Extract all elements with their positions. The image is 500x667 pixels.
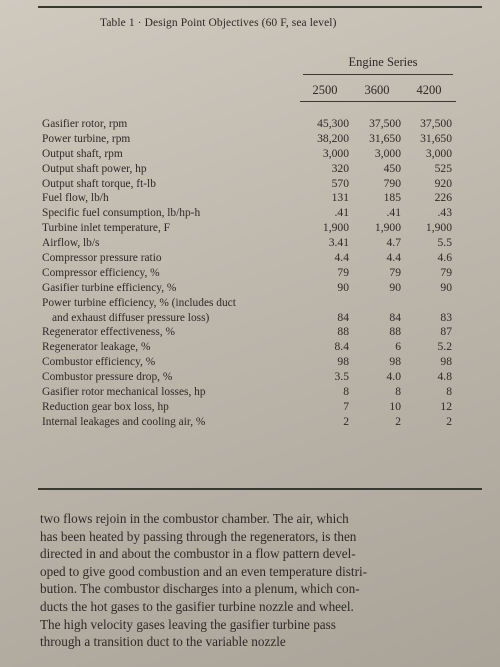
row-label: Power turbine, rpm — [42, 132, 131, 145]
column-header-2500: 2500 — [312, 83, 338, 97]
table-row — [0, 415, 500, 430]
row-value-4200: 1,900 — [425, 221, 452, 235]
row-label: Combustor efficiency, % — [42, 356, 156, 369]
series-underline — [303, 74, 453, 75]
row-value-3600: 450 — [383, 161, 401, 175]
row-value-3600: 88 — [389, 325, 401, 339]
row-value-2500: 7 — [343, 399, 349, 413]
paragraph-line: ducts the hot gases to the gasifier turbine nozzle and wheel. — [40, 598, 354, 614]
row-value-2500: 4.4 — [334, 251, 349, 265]
row-value-4200: 3,000 — [425, 146, 452, 160]
row-value-4200: 920 — [434, 176, 452, 190]
row-value-4200: 4.8 — [437, 370, 452, 384]
row-value-3600: 37,500 — [369, 117, 401, 130]
paragraph-line: has been heated by passing through the regenerators, is then — [40, 528, 357, 544]
bottom-rule — [38, 488, 482, 490]
row-value-4200: 4.6 — [437, 251, 452, 265]
table-row — [0, 162, 500, 177]
row-label: Regenerator effectiveness, % — [42, 326, 175, 339]
row-value-3600: 790 — [383, 176, 401, 190]
row-value-4200: 226 — [434, 191, 452, 205]
row-value-3600: 185 — [383, 191, 401, 205]
table-row — [0, 355, 500, 370]
row-value-3600: 8 — [395, 385, 401, 399]
row-value-2500: 2 — [343, 414, 349, 428]
row-value-2500: 1,900 — [322, 221, 349, 235]
paragraph-line: oped to give good combustion and an even temperature distri- — [40, 563, 368, 579]
row-value-3600: 98 — [389, 355, 401, 369]
row-label: Gasifier turbine efficiency, % — [42, 281, 177, 294]
paragraph-line: two flows rejoin in the combustor chamber. The air, which — [40, 511, 349, 526]
paragraph-line: directed in and about the combustor in a flow pattern devel- — [40, 546, 356, 562]
row-value-2500: 3,000 — [322, 146, 349, 160]
row-value-4200: 5.2 — [437, 340, 452, 354]
row-value-3600: 10 — [389, 399, 401, 413]
row-value-3600: 90 — [389, 280, 401, 294]
row-value-2500: 3.41 — [328, 236, 349, 250]
table-row — [0, 385, 500, 400]
row-label: Output shaft torque, ft-lb — [42, 177, 156, 190]
row-label: Gasifier rotor mechanical losses, hp — [42, 386, 206, 399]
paragraph-line: The high velocity gases leaving the gasifier turbine pass — [40, 616, 336, 632]
row-value-2500: 8 — [343, 385, 349, 399]
engine-series-heading: Engine Series — [348, 55, 418, 69]
row-value-3600: 31,650 — [369, 131, 401, 145]
row-value-3600: 2 — [395, 414, 401, 428]
paragraph-line: bution. The combustor discharges into a plenum, which con- — [40, 581, 360, 597]
table-row — [0, 266, 500, 281]
table-row — [0, 147, 500, 162]
row-label: Output shaft, rpm — [42, 147, 123, 160]
row-label: Specific fuel consumption, lb/hp-h — [42, 207, 201, 220]
table-row — [0, 117, 500, 132]
column-header-3600: 3600 — [364, 83, 390, 97]
row-value-4200: 90 — [440, 280, 452, 294]
table-row — [0, 325, 500, 340]
row-label: Compressor pressure ratio — [42, 252, 162, 265]
row-value-3600: 6 — [395, 340, 401, 354]
table-row — [0, 251, 500, 266]
table-row — [0, 340, 500, 355]
row-label: Compressor efficiency, % — [42, 266, 160, 279]
row-value-4200: 79 — [440, 265, 452, 279]
row-value-2500: 570 — [331, 176, 349, 190]
row-value-2500: 38,200 — [317, 131, 349, 145]
table-row — [0, 296, 500, 311]
row-value-2500: 45,300 — [317, 117, 349, 130]
row-label: Combustor pressure drop, % — [42, 371, 173, 384]
table-row — [0, 311, 500, 326]
row-value-4200: 37,500 — [420, 117, 452, 130]
row-value-4200: 5.5 — [437, 236, 452, 250]
table-row — [0, 281, 500, 296]
row-value-4200: .43 — [437, 206, 452, 220]
row-label: Turbine inlet temperature, F — [42, 222, 171, 235]
column-header-4200: 4200 — [416, 83, 442, 97]
row-label: Fuel flow, lb/h — [42, 192, 109, 205]
row-value-3600: 79 — [389, 265, 401, 279]
row-value-4200: 83 — [440, 310, 452, 324]
row-label: and exhaust diffuser pressure loss) — [52, 311, 210, 324]
row-value-4200: 12 — [440, 399, 452, 413]
row-value-2500: 320 — [331, 161, 349, 175]
table-row — [0, 177, 500, 192]
row-label: Power turbine efficiency, % (includes duct — [42, 296, 236, 309]
table-row — [0, 400, 500, 415]
row-value-3600: 4.4 — [386, 251, 401, 265]
row-value-4200: 2 — [446, 414, 452, 428]
table-row — [0, 370, 500, 385]
row-value-2500: 3.5 — [334, 370, 349, 384]
row-value-3600: .41 — [386, 206, 401, 220]
row-value-2500: 79 — [337, 265, 349, 279]
table-row — [0, 206, 500, 221]
table-row — [0, 132, 500, 147]
table-row — [0, 221, 500, 236]
row-value-4200: 8 — [446, 385, 452, 399]
row-value-4200: 87 — [440, 325, 452, 339]
row-value-2500: 84 — [337, 310, 349, 324]
row-value-3600: 4.0 — [386, 370, 401, 384]
table-row — [0, 236, 500, 251]
row-value-4200: 525 — [434, 161, 452, 175]
row-value-2500: 88 — [337, 325, 349, 339]
row-value-3600: 3,000 — [374, 146, 401, 160]
table-row — [0, 191, 500, 206]
row-value-2500: .41 — [334, 206, 349, 220]
row-value-3600: 1,900 — [374, 221, 401, 235]
row-label: Airflow, lb/s — [42, 237, 100, 250]
row-label: Regenerator leakage, % — [42, 341, 151, 354]
table-caption: Table 1 · Design Point Objectives (60 F, sea level) — [100, 17, 337, 29]
row-label: Gasifier rotor, rpm — [42, 118, 128, 130]
top-rule — [38, 6, 482, 8]
row-label: Output shaft power, hp — [42, 162, 147, 175]
row-value-2500: 98 — [337, 355, 349, 369]
row-label: Internal leakages and cooling air, % — [42, 415, 206, 428]
body-paragraph — [40, 510, 480, 651]
row-value-3600: 84 — [389, 310, 401, 324]
row-value-2500: 8.4 — [334, 340, 349, 354]
row-label: Reduction gear box loss, hp — [42, 400, 169, 413]
row-value-2500: 90 — [337, 280, 349, 294]
table-body — [0, 117, 500, 430]
row-value-4200: 98 — [440, 355, 452, 369]
row-value-4200: 31,650 — [420, 131, 452, 145]
row-value-2500: 131 — [331, 191, 349, 205]
paragraph-line: through a transition duct to the variable nozzle — [40, 634, 286, 650]
column-header-underline — [300, 101, 456, 102]
row-value-3600: 4.7 — [386, 236, 401, 250]
